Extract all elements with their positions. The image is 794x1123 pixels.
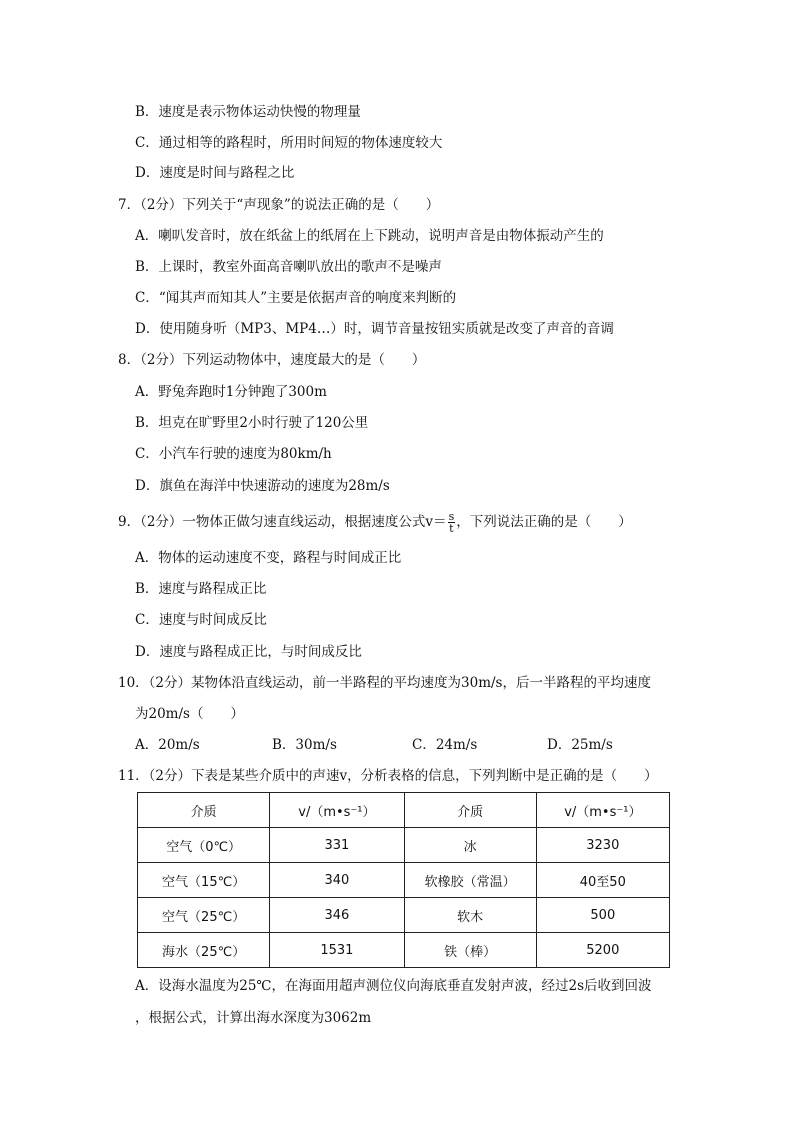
q7-option-a: A．喇叭发音时，放在纸盆上的纸屑在上下跳动，说明声音是由物体振动产生的: [135, 228, 604, 244]
table-cell: 1531: [270, 933, 404, 968]
q11-option-a-continued: ，根据公式，计算出海水深度为3062m: [135, 1010, 372, 1026]
fraction-denominator: t: [449, 522, 454, 535]
table-cell: 铁（棒）: [404, 933, 536, 968]
table-header-cell: v/（m•s⁻¹）: [536, 793, 669, 828]
table-row: [138, 828, 670, 863]
q8-option-a: A．野兔奔跑时1分钟跑了300m: [135, 384, 327, 400]
q7-stem: 7．（2分）下列关于“声现象”的说法正确的是（ ）: [118, 197, 440, 213]
table-cell: 5200: [536, 933, 669, 968]
q9-option-b: B．速度与路程成正比: [135, 581, 267, 597]
table-cell: 软橡胶（常温）: [404, 863, 536, 898]
q10-option-c: C．24m/s: [412, 737, 478, 753]
table-cell: 软木: [404, 898, 536, 933]
q9-stem-pre: 9．（2分）一物体正做匀速直线运动，根据速度公式v＝: [118, 514, 447, 530]
q11-option-a: A．设海水温度为25℃，在海面用超声测位仪向海底垂直发射声波，经过2s后收到回波: [135, 978, 652, 994]
table-header-cell: v/（m•s⁻¹）: [270, 793, 404, 828]
q6-option-b: B．速度是表示物体运动快慢的物理量: [135, 104, 361, 120]
table-cell: 40至50: [536, 863, 669, 898]
q8-stem: 8．（2分）下列运动物体中，速度最大的是（ ）: [118, 352, 426, 368]
fraction-numerator: s: [448, 510, 455, 523]
table-cell: 340: [270, 863, 404, 898]
q8-option-d: D．旗鱼在海洋中快速游动的速度为28m/s: [135, 478, 390, 494]
q9-option-c: C．速度与时间成反比: [135, 612, 267, 628]
table-cell: 500: [536, 898, 669, 933]
table-cell: 331: [270, 828, 404, 863]
q6-option-d: D．速度是时间与路程之比: [135, 165, 295, 181]
q10-stem-continued: 为20m/s（ ）: [135, 706, 244, 722]
q8-option-b: B．坦克在旷野里2小时行驶了120公里: [135, 415, 369, 431]
q11-stem: 11．（2分）下表是某些介质中的声速v，分析表格的信息，下列判断中是正确的是（ ）: [118, 768, 658, 784]
table-cell: 空气（15℃）: [138, 863, 270, 898]
table-cell: 346: [270, 898, 404, 933]
sound-speed-table: [137, 792, 670, 968]
q9-option-a: A．物体的运动速度不变，路程与时间成正比: [135, 550, 402, 566]
table-header-cell: 介质: [404, 793, 536, 828]
q7-option-d: D．使用随身听（MP3、MP4…）时，调节音量按钮实质就是改变了声音的音调: [135, 321, 614, 337]
table-row: [138, 933, 670, 968]
q8-option-c: C．小汽车行驶的速度为80km/h: [135, 446, 332, 462]
table-row: [138, 898, 670, 933]
q7-option-b: B．上课时，教室外面高音喇叭放出的歌声不是噪声: [135, 259, 442, 275]
table-header-row: [138, 793, 670, 828]
table-cell: 3230: [536, 828, 669, 863]
speed-formula-fraction: [448, 511, 456, 534]
q10-option-b: B．30m/s: [272, 737, 337, 753]
table-cell: 冰: [404, 828, 536, 863]
q7-option-c: C．“闻其声而知其人”主要是依据声音的响度来判断的: [135, 290, 457, 306]
table-cell: 海水（25℃）: [138, 933, 270, 968]
table-cell: 空气（25℃）: [138, 898, 270, 933]
table-row: [138, 863, 670, 898]
table-cell: 空气（0℃）: [138, 828, 270, 863]
q9-stem: [118, 511, 632, 534]
q10-option-a: A．20m/s: [135, 737, 200, 753]
q6-option-c: C．通过相等的路程时，所用时间短的物体速度较大: [135, 135, 443, 151]
q9-option-d: D．速度与路程成正比，与时间成反比: [135, 644, 362, 660]
q10-stem: 10．（2分）某物体沿直线运动，前一半路程的平均速度为30m/s，后一半路程的平均速度: [118, 675, 651, 691]
q10-option-d: D．25m/s: [547, 737, 613, 753]
table-header-cell: 介质: [138, 793, 270, 828]
q9-stem-post: ，下列说法正确的是（ ）: [456, 514, 632, 530]
